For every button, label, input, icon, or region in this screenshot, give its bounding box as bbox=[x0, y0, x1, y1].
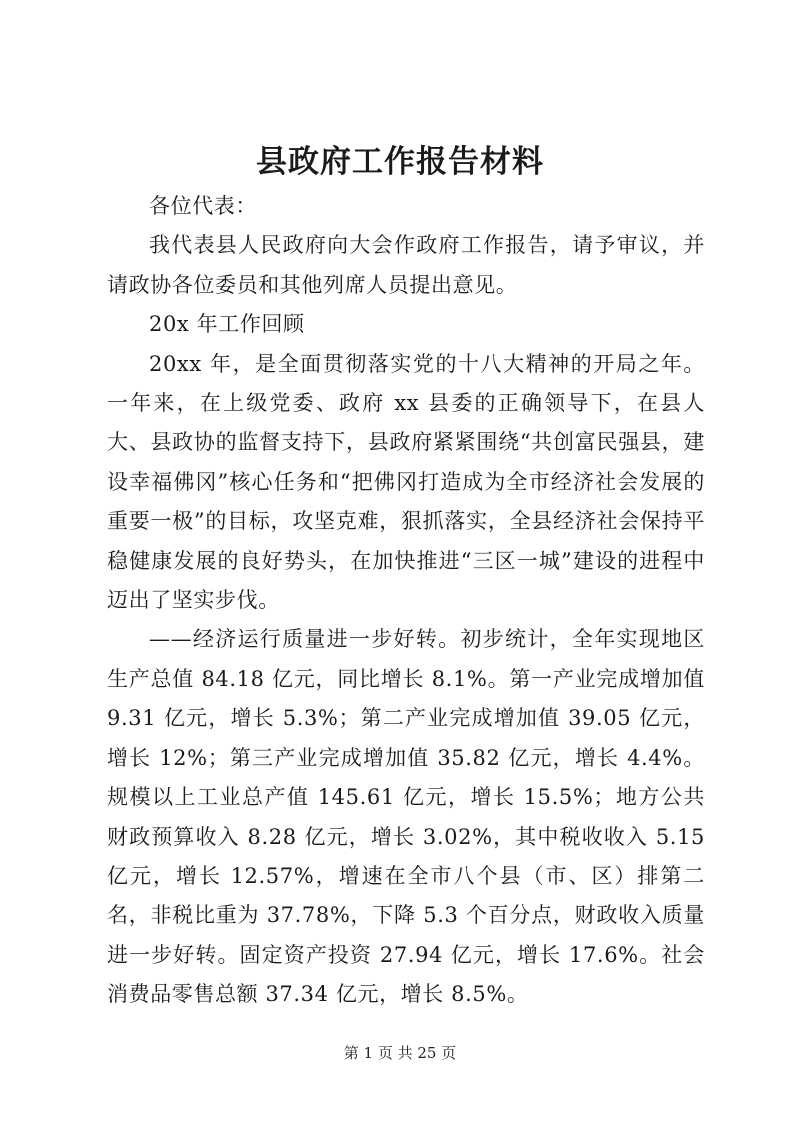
intro-paragraph: 我代表县人民政府向大会作政府工作报告，请予审议，并请政协各位委员和其他列席人员提出意见。 bbox=[107, 233, 705, 297]
section-heading: 20x 年工作回顾 bbox=[149, 312, 305, 337]
salutation-paragraph: 各位代表： bbox=[149, 194, 257, 218]
document-body bbox=[107, 187, 705, 1015]
document-title: 县政府工作报告材料 bbox=[256, 144, 544, 180]
economy-paragraph: ——经济运行质量进一步好转。初步统计，全年实现地区生产总值 84.18 亿元，同比增长 8.1%。第一产业完成增加值 9.31 亿元，增长 5.3%；第二产业完成增加值 39.05 亿元，增长 12%；第三产业完成增加值 35.82 亿元，增长 4.4%。规模以上工业总产值 145.61 亿元，增长 15.5%；地方公共财政预算收入 8.28 亿元，增长 3.02%，其中税收收入 5.15 亿元，增长 12.57%，增速在全市八个县（市、区）排第二名，非税比重为 37.78%，下降 5.3 个百分点，财政收入质量进一步好转。固定资产投资 27.94 亿元，增长 17.6%。社会消费品零售总额 37.34 亿元，增长 8.5%。 bbox=[107, 627, 705, 1007]
page-number-footer: 第 1 页 共 25 页 bbox=[343, 1044, 457, 1062]
review-paragraph: 20xx 年，是全面贯彻落实党的十八大精神的开局之年。一年来，在上级党委、政府 xx 县委的正确领导下，在县人大、县政协的监督支持下，县政府紧紧围绕“共创富民强县，建设幸福佛冈”核心任务和“把佛冈打造成为全市经济社会发展的重要一极”的目标，攻坚克难，狠抓落实，全县经济社会保持平稳健康发展的良好势头，在加快推进“三区一城”建设的进程中迈出了坚实步伐。 bbox=[107, 351, 705, 613]
